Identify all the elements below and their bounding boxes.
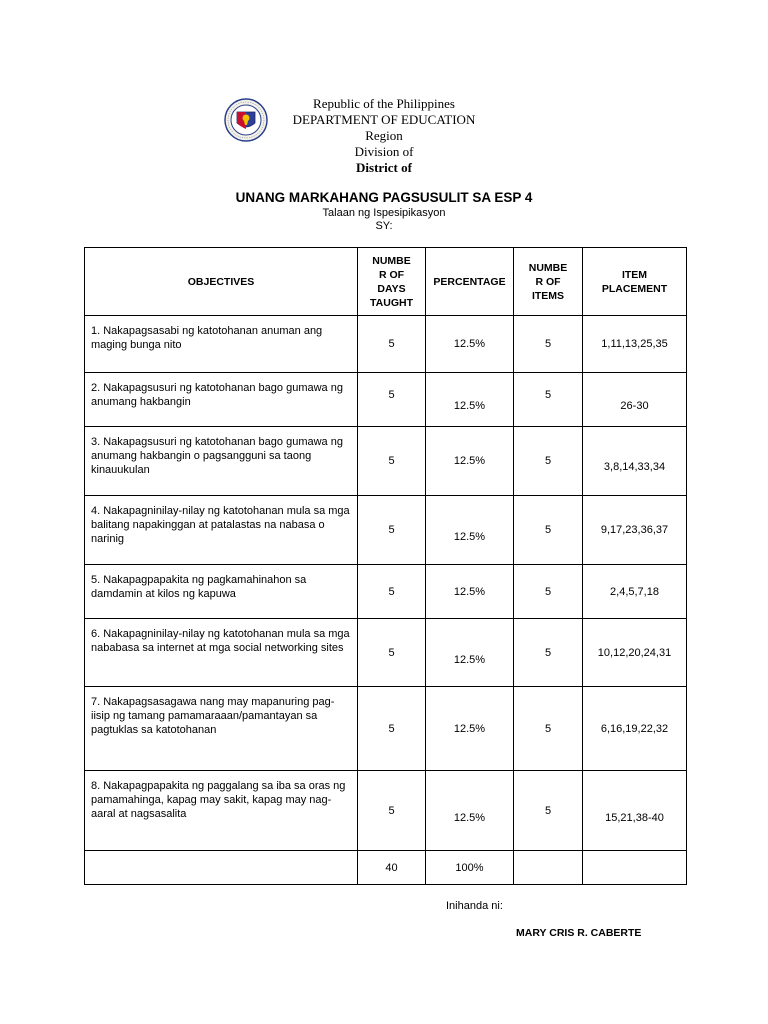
total-placement-cell xyxy=(583,851,687,885)
items-cell: 5 xyxy=(514,619,583,687)
header-item-placement: ITEM PLACEMENT xyxy=(583,248,687,316)
days-cell: 5 xyxy=(358,316,426,373)
placement-cell: 6,16,19,22,32 xyxy=(583,687,687,771)
days-cell: 5 xyxy=(358,565,426,619)
days-cell: 5 xyxy=(358,496,426,565)
total-days-cell: 40 xyxy=(358,851,426,885)
preparer-name: MARY CRIS R. CABERTE xyxy=(516,927,642,939)
days-cell: 5 xyxy=(358,427,426,496)
placement-cell: 10,12,20,24,31 xyxy=(583,619,687,687)
items-cell: 5 xyxy=(514,496,583,565)
region-line: Region xyxy=(365,128,403,143)
table-row xyxy=(85,427,687,496)
header-objectives: OBJECTIVES xyxy=(85,248,358,316)
percent-cell: 12.5% xyxy=(426,565,514,619)
placement-cell: 2,4,5,7,18 xyxy=(583,565,687,619)
days-cell: 5 xyxy=(358,619,426,687)
percent-cell: 12.5% xyxy=(426,496,514,565)
school-year: SY: xyxy=(375,220,393,232)
header-days-taught: NUMBE R OF DAYS TAUGHT xyxy=(358,248,426,316)
total-objective-cell xyxy=(85,851,358,885)
table-row xyxy=(85,496,687,565)
objective-cell: 5. Nakapagpapakita ng pagkamahinahon sa damdamin at kilos ng kapuwa xyxy=(85,565,358,619)
table-row xyxy=(85,373,687,427)
percent-cell: 12.5% xyxy=(426,427,514,496)
table-row xyxy=(85,565,687,619)
days-cell: 5 xyxy=(358,373,426,427)
total-percent-cell: 100% xyxy=(426,851,514,885)
total-row xyxy=(85,851,687,885)
division-line: Division of xyxy=(354,144,414,159)
placement-cell: 26-30 xyxy=(583,373,687,427)
percent-cell: 12.5% xyxy=(426,373,514,427)
table-header-row xyxy=(85,248,687,316)
objective-cell: 3. Nakapagsusuri ng katotohanan bago gumawa ng anumang hakbangin o pagsangguni sa taong kinauukulan xyxy=(85,427,358,496)
department-line: DEPARTMENT OF EDUCATION xyxy=(292,112,476,127)
percent-cell: 12.5% xyxy=(426,316,514,373)
percent-cell: 12.5% xyxy=(426,687,514,771)
days-cell: 5 xyxy=(358,687,426,771)
placement-cell: 9,17,23,36,37 xyxy=(583,496,687,565)
percent-cell: 12.5% xyxy=(426,619,514,687)
objective-cell: 4. Nakapagninilay-nilay ng katotohanan mula sa mga balitang napakinggan at patalastas na nabasa o narinig xyxy=(85,496,358,565)
placement-cell: 3,8,14,33,34 xyxy=(583,427,687,496)
letterhead xyxy=(0,96,768,180)
objective-cell: 6. Nakapagninilay-nilay ng katotohanan mula sa mga nababasa sa internet at mga social networking sites xyxy=(85,619,358,687)
header-percentage: PERCENTAGE xyxy=(426,248,514,316)
objective-cell: 8. Nakapagpapakita ng paggalang sa iba sa oras ng pamamahinga, kapag may sakit, kapag may nag-aaral at nagsasalita xyxy=(85,771,358,851)
table-row xyxy=(85,619,687,687)
prepared-by-label: Inihanda ni: xyxy=(446,900,503,912)
items-cell: 5 xyxy=(514,316,583,373)
percent-cell: 12.5% xyxy=(426,771,514,851)
header-number-of-items: NUMBE R OF ITEMS xyxy=(514,248,583,316)
placement-cell: 1,11,13,25,35 xyxy=(583,316,687,373)
subtitle-block xyxy=(0,207,768,233)
items-cell: 5 xyxy=(514,565,583,619)
items-cell: 5 xyxy=(514,373,583,427)
objective-cell: 7. Nakapagsasagawa nang may mapanuring pag-iisip ng tamang pamamaraaan/pamantayan sa pagtuklas sa katotohanan xyxy=(85,687,358,771)
items-cell: 5 xyxy=(514,427,583,496)
republic-line: Republic of the Philippines xyxy=(313,96,455,111)
placement-cell: 15,21,38-40 xyxy=(583,771,687,851)
items-cell: 5 xyxy=(514,687,583,771)
table-subtitle: Talaan ng Ispesipikasyon xyxy=(322,207,446,219)
total-items-cell xyxy=(514,851,583,885)
specification-table xyxy=(84,247,687,885)
table-row xyxy=(85,771,687,851)
items-cell: 5 xyxy=(514,771,583,851)
objective-cell: 2. Nakapagsusuri ng katotohanan bago gumawa ng anumang hakbangin xyxy=(85,373,358,427)
table-row xyxy=(85,316,687,373)
agency-heading xyxy=(262,96,506,176)
objective-cell: 1. Nakapagsasabi ng katotohanan anuman ang maging bunga nito xyxy=(85,316,358,373)
table-row xyxy=(85,687,687,771)
district-line: District of xyxy=(356,160,412,175)
days-cell: 5 xyxy=(358,771,426,851)
exam-title: UNANG MARKAHANG PAGSUSULIT SA ESP 4 xyxy=(235,190,533,205)
